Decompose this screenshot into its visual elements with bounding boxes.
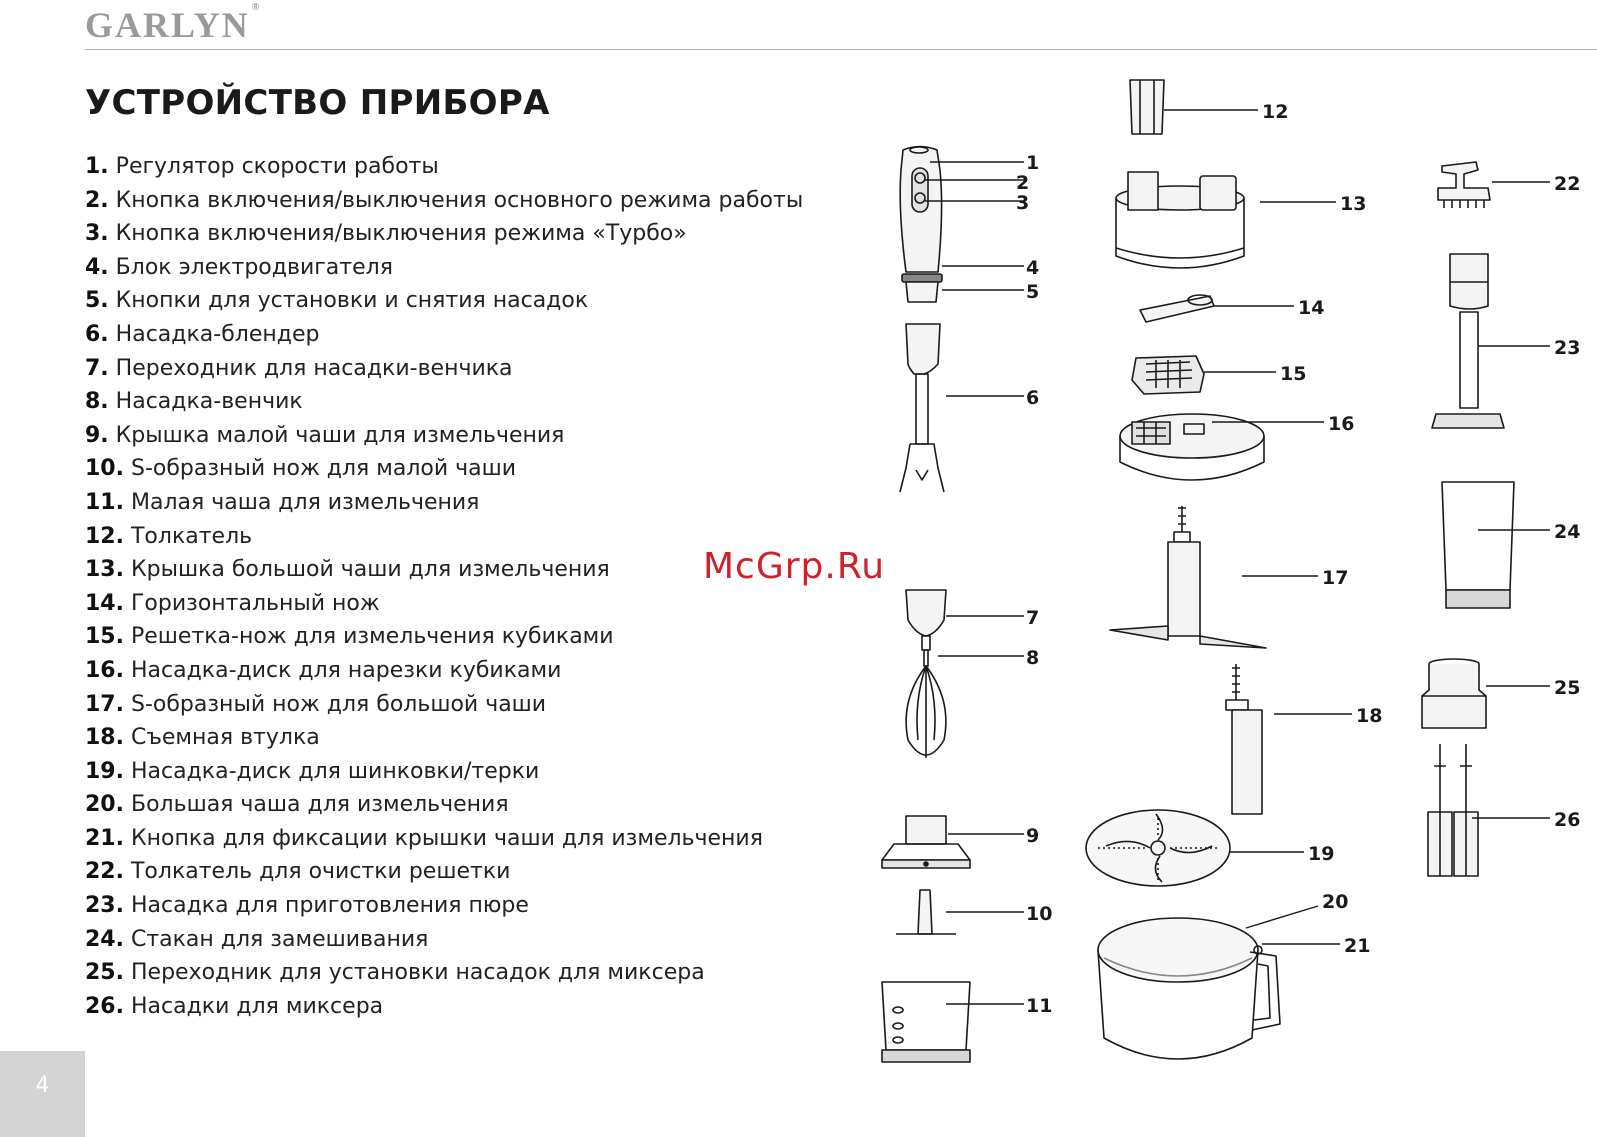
item-text: Насадка-диск для нарезки кубиками (130, 657, 562, 683)
pusher-illustration (1130, 80, 1164, 134)
callout-4: 4 (1026, 257, 1040, 279)
callout-6: 6 (1026, 387, 1040, 409)
grater-disc-illustration (1086, 810, 1230, 886)
small-bowl-lid-illustration (882, 816, 970, 868)
item-number: 15. (85, 624, 124, 650)
item-text: Кнопки для установки и снятия насадок (115, 288, 589, 314)
item-text: Решетка-нож для измельчения кубиками (130, 624, 614, 650)
item-text: Съемная втулка (130, 725, 320, 751)
item-number: 26. (85, 993, 124, 1019)
item-text: Большая чаша для измельчения (130, 792, 509, 818)
page-number-box (0, 1051, 85, 1137)
callout-2: 2 (1016, 172, 1030, 194)
callout-1: 1 (1026, 152, 1040, 174)
item-number: 20. (85, 792, 124, 818)
item-number: 24. (85, 926, 124, 952)
item-text: S-образный нож для малой чаши (130, 456, 517, 482)
item-text: Крышка малой чаши для измельчения (115, 422, 565, 448)
item-number: 1. (85, 154, 109, 179)
callout-19: 19 (1308, 843, 1335, 865)
page-number: 4 (35, 1073, 50, 1098)
sleeve-illustration (1226, 664, 1262, 814)
item-number: 2. (85, 187, 109, 213)
big-bowl-illustration (1098, 918, 1280, 1059)
item-text: Насадка-диск для шинковки/терки (130, 758, 540, 784)
item-number: 18. (85, 725, 124, 751)
big-blade-illustration (1110, 506, 1266, 648)
item-text: Блок электродвигателя (115, 254, 393, 280)
item-text: Переходник для установки насадок для миксера (130, 960, 705, 986)
cube-grid-illustration (1132, 356, 1204, 394)
item-number: 4. (85, 254, 109, 280)
watermark: McGrp.Ru (703, 546, 886, 587)
horizontal-knife-illustration (1140, 295, 1214, 322)
callout-8: 8 (1026, 647, 1040, 669)
kneading-cup-illustration (1442, 482, 1514, 608)
callout-12: 12 (1262, 101, 1289, 123)
motor-unit-illustration (900, 147, 942, 303)
callout-13: 13 (1340, 193, 1367, 215)
item-text: Горизонтальный нож (130, 590, 380, 616)
item-number: 23. (85, 893, 124, 919)
item-text: Кнопка включения/выключения основного режима работы (115, 187, 804, 213)
item-number: 21. (85, 825, 124, 851)
callout-10: 10 (1026, 903, 1053, 925)
callout-9: 9 (1026, 825, 1040, 847)
item-text: Насадка-блендер (115, 321, 320, 347)
callout-21: 21 (1344, 935, 1371, 957)
item-number: 13. (85, 557, 124, 583)
item-number: 8. (85, 389, 109, 415)
callout-16: 16 (1328, 413, 1355, 435)
item-number: 3. (85, 221, 109, 247)
callout-22: 22 (1554, 173, 1581, 195)
item-number: 17. (85, 691, 124, 717)
item-text: Малая чаша для измельчения (130, 489, 480, 515)
item-number: 19. (85, 758, 124, 784)
item-number: 10. (85, 456, 124, 482)
callout-23: 23 (1554, 337, 1581, 359)
item-text: Насадка для приготовления пюре (130, 893, 529, 919)
brand-name: GARLYN (85, 5, 250, 45)
callout-17: 17 (1322, 567, 1349, 589)
item-text: Толкатель (130, 523, 253, 549)
item-number: 22. (85, 859, 124, 885)
item-text: Насадка-венчик (115, 389, 303, 415)
blender-shaft-illustration (900, 324, 944, 492)
callout-26: 26 (1554, 809, 1581, 831)
item-number: 12. (85, 523, 124, 549)
item-number: 16. (85, 657, 124, 683)
mixer-beaters-illustration (1428, 744, 1478, 876)
item-text: Кнопка включения/выключения режима «Турбо» (115, 221, 687, 247)
item-number: 6. (85, 321, 109, 347)
registered-mark: ® (251, 2, 262, 13)
whisk-illustration (906, 590, 946, 758)
item-number: 25. (85, 960, 124, 986)
callout-3: 3 (1016, 192, 1030, 214)
callout-25: 25 (1554, 677, 1581, 699)
callout-11: 11 (1026, 995, 1053, 1017)
cube-disc-illustration (1120, 414, 1264, 480)
callout-7: 7 (1026, 607, 1040, 629)
callout-18: 18 (1356, 705, 1383, 727)
big-bowl-lid-illustration (1116, 172, 1244, 268)
item-number: 9. (85, 422, 109, 448)
item-text: Стакан для замешивания (130, 926, 429, 952)
puree-attachment-illustration (1432, 254, 1504, 428)
cleaning-pusher-illustration (1438, 162, 1490, 208)
item-number: 11. (85, 489, 124, 515)
callout-15: 15 (1280, 363, 1307, 385)
small-bowl-illustration (882, 982, 970, 1062)
item-text: Толкатель для очистки решетки (130, 859, 511, 885)
mixer-adapter-illustration (1422, 659, 1486, 728)
callout-20: 20 (1322, 891, 1349, 913)
item-number: 5. (85, 288, 109, 314)
item-text: Крышка большой чаши для измельчения (130, 557, 610, 583)
item-text: S-образный нож для большой чаши (130, 691, 547, 717)
page-title: УСТРОЙСТВО ПРИБОРА (85, 83, 550, 123)
callout-24: 24 (1554, 521, 1581, 543)
callout-14: 14 (1298, 297, 1325, 319)
item-number: 14. (85, 590, 124, 616)
callout-labels (1016, 101, 1580, 1017)
item-text: Переходник для насадки-венчика (115, 355, 513, 381)
callout-5: 5 (1026, 281, 1040, 303)
item-text: Насадки для миксера (130, 993, 384, 1019)
item-text: Кнопка для фиксации крышки чаши для измельчения (130, 825, 763, 851)
item-number: 7. (85, 355, 109, 381)
item-text: Регулятор скорости работы (115, 154, 439, 179)
